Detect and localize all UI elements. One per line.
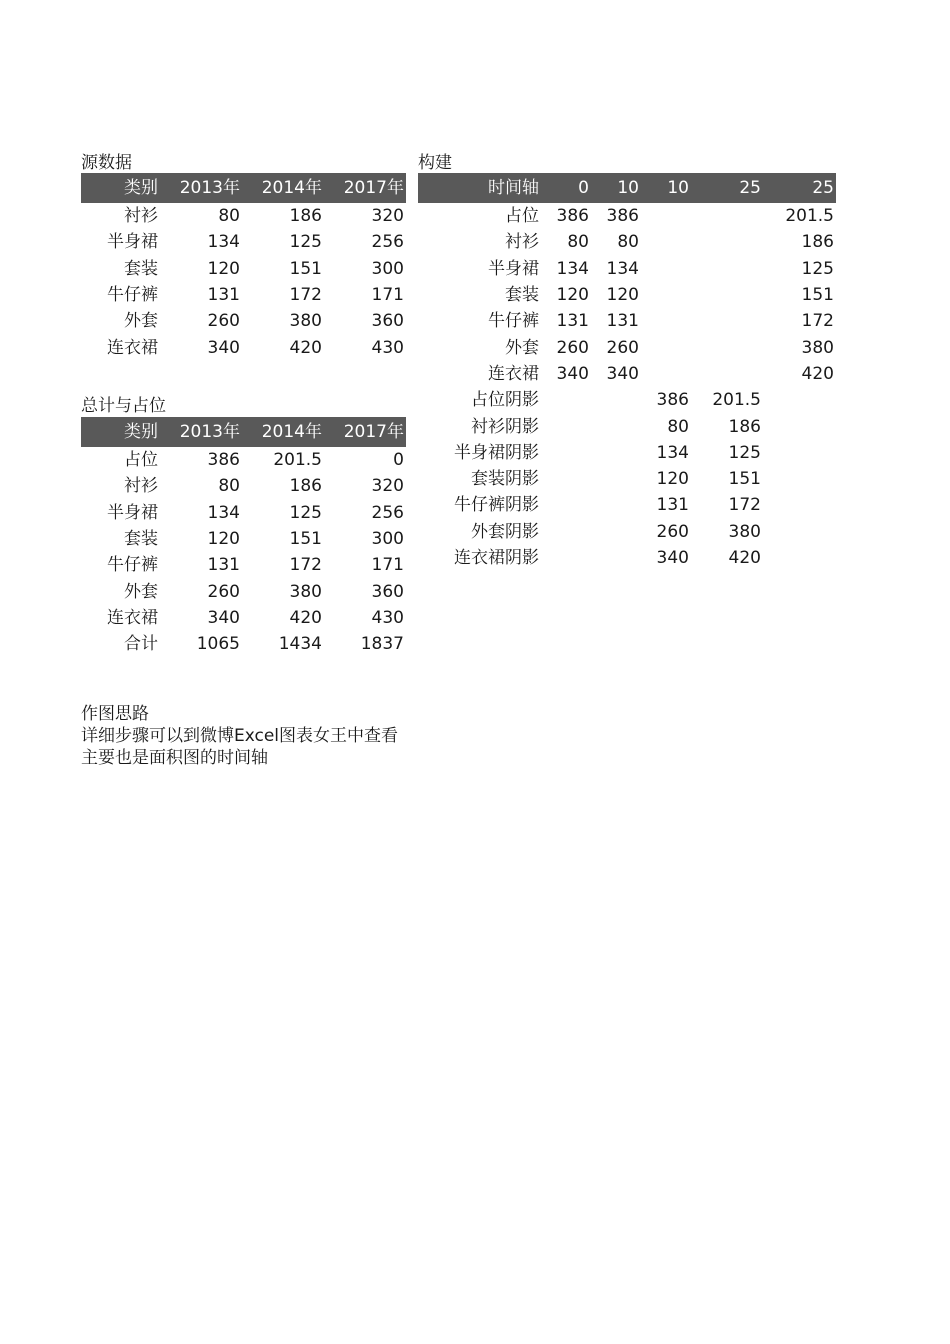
table-cell: 186 [728, 416, 761, 437]
table-cell: 134 [207, 232, 240, 253]
table-cell [541, 519, 591, 545]
table-cell [641, 361, 691, 387]
table-cell [691, 203, 763, 229]
table-cell: 340 [207, 337, 240, 358]
row-label: 连衣裙 [107, 337, 158, 358]
table-cell: 1434 [278, 634, 322, 655]
column-header: 0 [541, 173, 591, 203]
table-cell: 340 [207, 607, 240, 628]
table-cell: 380 [289, 311, 322, 332]
row-label: 牛仔裤阴影 [454, 495, 539, 516]
table-cell: 80 [617, 232, 639, 253]
row-label: 套装 [124, 258, 158, 279]
table-cell [763, 492, 836, 518]
row-label: 套装 [124, 529, 158, 550]
table-cell [641, 308, 691, 334]
table-cell: 201.5 [273, 450, 322, 471]
table-cell [641, 334, 691, 360]
table-cell [541, 466, 591, 492]
row-label: 合计 [124, 634, 158, 655]
header-row [418, 173, 836, 203]
table-cell: 80 [667, 416, 689, 437]
table-cell: 360 [371, 311, 404, 332]
column-header: 2014年 [242, 173, 324, 203]
row-label: 占位阴影 [471, 390, 539, 411]
totals-title: 总计与占位 [81, 396, 166, 416]
table-cell: 134 [556, 258, 589, 279]
row-label: 半身裙阴影 [454, 442, 539, 463]
table-cell: 120 [556, 285, 589, 306]
table-cell: 80 [218, 206, 240, 227]
table-cell: 201.5 [785, 206, 834, 227]
build-table [418, 173, 836, 571]
table-cell: 1065 [196, 634, 240, 655]
row-label: 牛仔裤 [107, 555, 158, 576]
table-cell: 320 [371, 476, 404, 497]
table-cell [641, 282, 691, 308]
table-cell: 380 [801, 337, 834, 358]
table-cell: 430 [371, 337, 404, 358]
table-row [418, 387, 836, 413]
table-cell: 172 [801, 311, 834, 332]
table-cell [591, 466, 641, 492]
table-row [418, 229, 836, 255]
table-cell: 125 [728, 442, 761, 463]
row-label: 外套阴影 [471, 521, 539, 542]
table-cell: 186 [289, 206, 322, 227]
table-row [81, 334, 406, 360]
row-label: 连衣裙阴影 [454, 548, 539, 568]
header-row [81, 173, 406, 203]
table-cell [691, 282, 763, 308]
column-header: 类别 [81, 417, 160, 447]
table-row [418, 256, 836, 282]
table-cell: 120 [207, 529, 240, 550]
row-label: 牛仔裤 [107, 285, 158, 306]
table-cell: 201.5 [712, 390, 761, 411]
row-label: 连衣裙 [488, 363, 539, 384]
table-cell: 260 [656, 521, 689, 542]
table-cell [641, 256, 691, 282]
table-cell: 256 [371, 232, 404, 253]
table-cell: 120 [207, 258, 240, 279]
table-cell [591, 387, 641, 413]
table-row [81, 605, 406, 631]
column-header: 类别 [81, 173, 160, 203]
row-label: 占位 [505, 206, 539, 227]
table-cell [541, 492, 591, 518]
table-cell [641, 203, 691, 229]
table-row [81, 552, 406, 578]
table-cell: 134 [207, 502, 240, 523]
table-cell: 420 [728, 548, 761, 568]
table-row [418, 282, 836, 308]
table-cell: 386 [207, 450, 240, 471]
row-label: 衬衫阴影 [471, 416, 539, 437]
table-cell [591, 440, 641, 466]
row-label: 套装阴影 [471, 469, 539, 490]
table-cell [591, 413, 641, 439]
table-cell: 134 [656, 442, 689, 463]
build-title: 构建 [418, 153, 452, 173]
row-label: 半身裙 [488, 258, 539, 279]
table-cell: 186 [801, 232, 834, 253]
table-cell: 80 [567, 232, 589, 253]
table-row [418, 440, 836, 466]
table-cell [541, 545, 591, 571]
source-title: 源数据 [81, 153, 132, 173]
table-cell: 300 [371, 258, 404, 279]
row-label: 半身裙 [107, 232, 158, 253]
note-line-detail: 详细步骤可以到微博Excel图表女王中查看 [81, 726, 399, 746]
table-cell: 386 [606, 206, 639, 227]
table-cell: 172 [289, 555, 322, 576]
table-cell: 420 [289, 337, 322, 358]
table-cell: 125 [289, 232, 322, 253]
note-heading: 作图思路 [81, 704, 149, 724]
table-row [418, 545, 836, 571]
table-cell: 151 [801, 285, 834, 306]
table-cell [541, 413, 591, 439]
table-cell [691, 229, 763, 255]
column-header: 时间轴 [418, 173, 541, 203]
row-label: 半身裙 [107, 502, 158, 523]
column-header: 2017年 [324, 417, 406, 447]
row-label: 连衣裙 [107, 607, 158, 628]
row-label: 衬衫 [505, 232, 539, 253]
table-row [81, 203, 406, 229]
table-cell: 430 [371, 607, 404, 628]
table-row [418, 413, 836, 439]
row-label: 牛仔裤 [488, 311, 539, 332]
table-cell: 125 [801, 258, 834, 279]
table-cell [763, 545, 836, 571]
table-cell [763, 413, 836, 439]
table-row [81, 526, 406, 552]
table-cell: 260 [207, 311, 240, 332]
table-cell [763, 440, 836, 466]
table-cell [691, 361, 763, 387]
table-cell: 386 [556, 206, 589, 227]
table-cell: 340 [556, 363, 589, 384]
table-row [418, 334, 836, 360]
table-cell [691, 334, 763, 360]
table-cell [691, 256, 763, 282]
table-row [418, 492, 836, 518]
table-row [81, 282, 406, 308]
table-cell: 420 [801, 363, 834, 384]
table-row [418, 308, 836, 334]
table-row [418, 361, 836, 387]
table-row [81, 578, 406, 604]
table-cell: 131 [207, 555, 240, 576]
table-cell [591, 519, 641, 545]
row-label: 外套 [124, 311, 158, 332]
row-label: 套装 [505, 285, 539, 306]
column-header: 2013年 [160, 417, 242, 447]
table-row [81, 229, 406, 255]
table-cell: 151 [289, 258, 322, 279]
table-cell: 134 [606, 258, 639, 279]
table-cell: 151 [289, 529, 322, 550]
table-cell [763, 519, 836, 545]
row-label: 占位 [124, 450, 158, 471]
table-cell: 1837 [360, 634, 404, 655]
table-cell [591, 492, 641, 518]
table-cell: 171 [371, 555, 404, 576]
table-cell: 380 [728, 521, 761, 542]
table-cell: 172 [728, 495, 761, 516]
header-row [81, 417, 406, 447]
table-row [81, 473, 406, 499]
table-cell: 256 [371, 502, 404, 523]
table-cell: 131 [656, 495, 689, 516]
table-cell: 186 [289, 476, 322, 497]
column-header: 25 [763, 173, 836, 203]
table-row [81, 631, 406, 657]
table-cell: 360 [371, 581, 404, 602]
table-cell [541, 387, 591, 413]
table-cell: 420 [289, 607, 322, 628]
table-cell: 131 [606, 311, 639, 332]
table-cell: 340 [656, 548, 689, 568]
table-cell: 131 [207, 285, 240, 306]
table-cell: 320 [371, 206, 404, 227]
table-row [81, 256, 406, 282]
table-cell: 151 [728, 469, 761, 490]
column-header: 2013年 [160, 173, 242, 203]
table-cell: 260 [207, 581, 240, 602]
table-cell: 0 [393, 450, 404, 471]
row-label: 外套 [124, 581, 158, 602]
table-cell: 125 [289, 502, 322, 523]
table-cell: 120 [656, 469, 689, 490]
table-cell [541, 440, 591, 466]
table-cell: 386 [656, 390, 689, 411]
table-cell [763, 387, 836, 413]
table-row [418, 466, 836, 492]
row-label: 衬衫 [124, 206, 158, 227]
table-cell [591, 545, 641, 571]
table-cell: 260 [606, 337, 639, 358]
table-cell: 131 [556, 311, 589, 332]
table-row [81, 308, 406, 334]
column-header: 25 [691, 173, 763, 203]
table-cell: 380 [289, 581, 322, 602]
table-cell [691, 308, 763, 334]
table-cell [641, 229, 691, 255]
table-row [418, 203, 836, 229]
table-cell: 172 [289, 285, 322, 306]
source-table [81, 173, 406, 361]
row-label: 外套 [505, 337, 539, 358]
column-header: 2017年 [324, 173, 406, 203]
table-cell: 340 [606, 363, 639, 384]
table-row [81, 447, 406, 473]
table-row [418, 519, 836, 545]
column-header: 10 [591, 173, 641, 203]
table-cell: 171 [371, 285, 404, 306]
row-label: 衬衫 [124, 476, 158, 497]
totals-table [81, 417, 406, 657]
column-header: 10 [641, 173, 691, 203]
table-cell: 120 [606, 285, 639, 306]
column-header: 2014年 [242, 417, 324, 447]
table-cell: 80 [218, 476, 240, 497]
note-line-summary: 主要也是面积图的时间轴 [81, 748, 268, 768]
table-cell: 260 [556, 337, 589, 358]
table-row [81, 500, 406, 526]
table-cell [763, 466, 836, 492]
table-cell: 300 [371, 529, 404, 550]
